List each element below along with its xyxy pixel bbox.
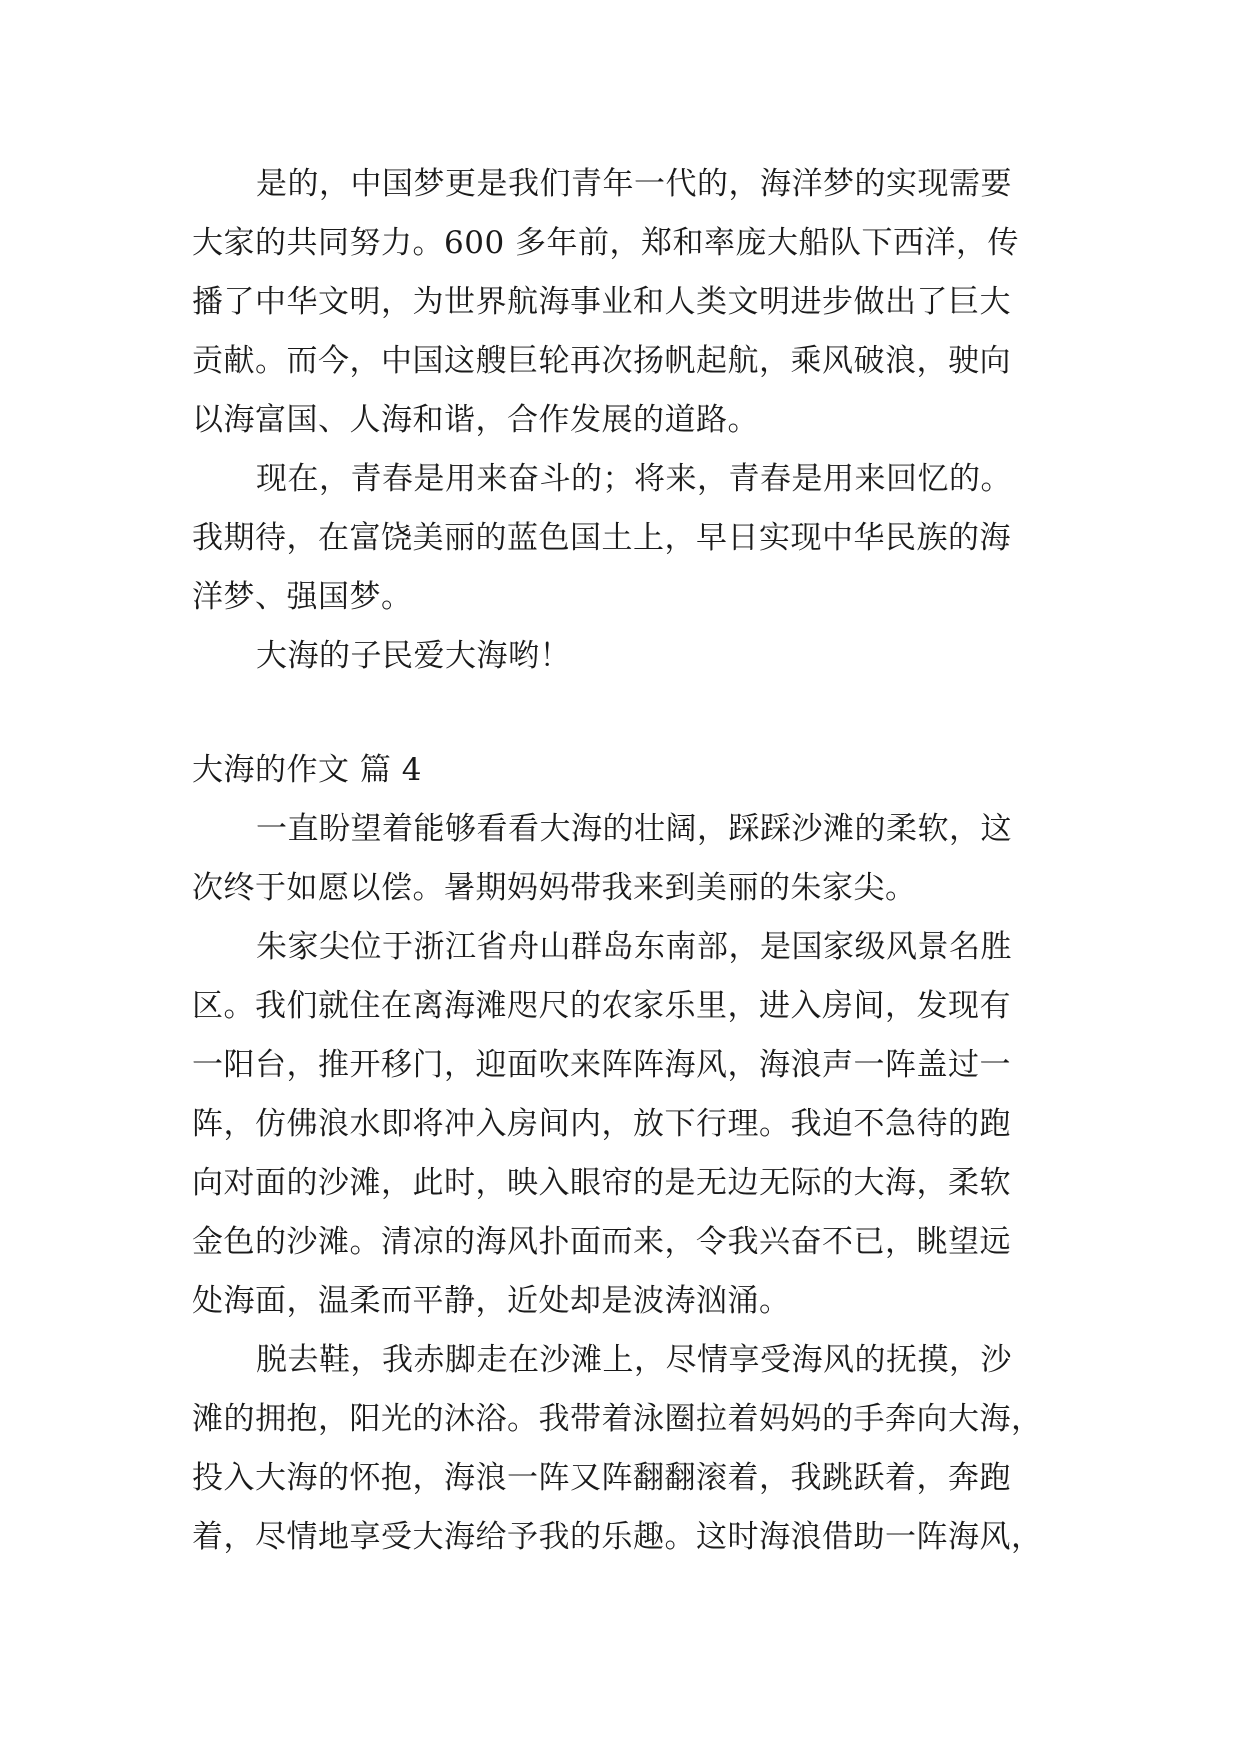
paragraph-line: 是的，中国梦更是我们青年一代的，海洋梦的实现需要: [256, 166, 1012, 202]
paragraph-line: 大海的子民爱大海哟！: [256, 638, 571, 674]
paragraph-line: 区。我们就住在离海滩咫尺的农家乐里，进入房间，发现有: [192, 988, 1011, 1024]
paragraph-line: 处海面，温柔而平静，近处却是波涛汹涌。: [192, 1283, 791, 1319]
paragraph-line: 着，尽情地享受大海给予我的乐趣。这时海浪借助一阵海风，: [192, 1519, 1043, 1555]
paragraph-line: 一直盼望着能够看看大海的壮阔，踩踩沙滩的柔软，这: [256, 811, 1012, 847]
paragraph-line: 播了中华文明，为世界航海事业和人类文明进步做出了巨大: [192, 284, 1011, 320]
paragraph-line: 洋梦、强国梦。: [192, 579, 413, 615]
section-heading: 大海的作文 篇 4: [192, 752, 422, 788]
paragraph-line: 滩的拥抱，阳光的沐浴。我带着泳圈拉着妈妈的手奔向大海，: [192, 1401, 1043, 1437]
paragraph-line: 阵，仿佛浪水即将冲入房间内，放下行理。我迫不急待的跑: [192, 1106, 1011, 1142]
paragraph-line: 我期待，在富饶美丽的蓝色国土上，早日实现中华民族的海: [192, 520, 1011, 556]
paragraph-line: 一阳台，推开移门，迎面吹来阵阵海风，海浪声一阵盖过一: [192, 1047, 1011, 1083]
paragraph-line: 贡献。而今，中国这艘巨轮再次扬帆起航，乘风破浪，驶向: [192, 343, 1011, 379]
paragraph-line: 投入大海的怀抱，海浪一阵又阵翻翻滚着，我跳跃着，奔跑: [192, 1460, 1011, 1496]
paragraph-line: 朱家尖位于浙江省舟山群岛东南部，是国家级风景名胜: [256, 929, 1012, 965]
paragraph-line: 向对面的沙滩，此时，映入眼帘的是无边无际的大海，柔软: [192, 1165, 1011, 1201]
paragraph-line: 脱去鞋，我赤脚走在沙滩上，尽情享受海风的抚摸，沙: [256, 1342, 1012, 1378]
paragraph-line: 大家的共同努力。600 多年前，郑和率庞大船队下西洋，传: [192, 225, 1020, 261]
paragraph-line: 现在，青春是用来奋斗的；将来，青春是用来回忆的。: [256, 461, 1012, 497]
paragraph-line: 金色的沙滩。清凉的海风扑面而来，令我兴奋不已，眺望远: [192, 1224, 1011, 1260]
paragraph-line: 次终于如愿以偿。暑期妈妈带我来到美丽的朱家尖。: [192, 870, 917, 906]
paragraph-line: 以海富国、人海和谐，合作发展的道路。: [192, 402, 759, 438]
